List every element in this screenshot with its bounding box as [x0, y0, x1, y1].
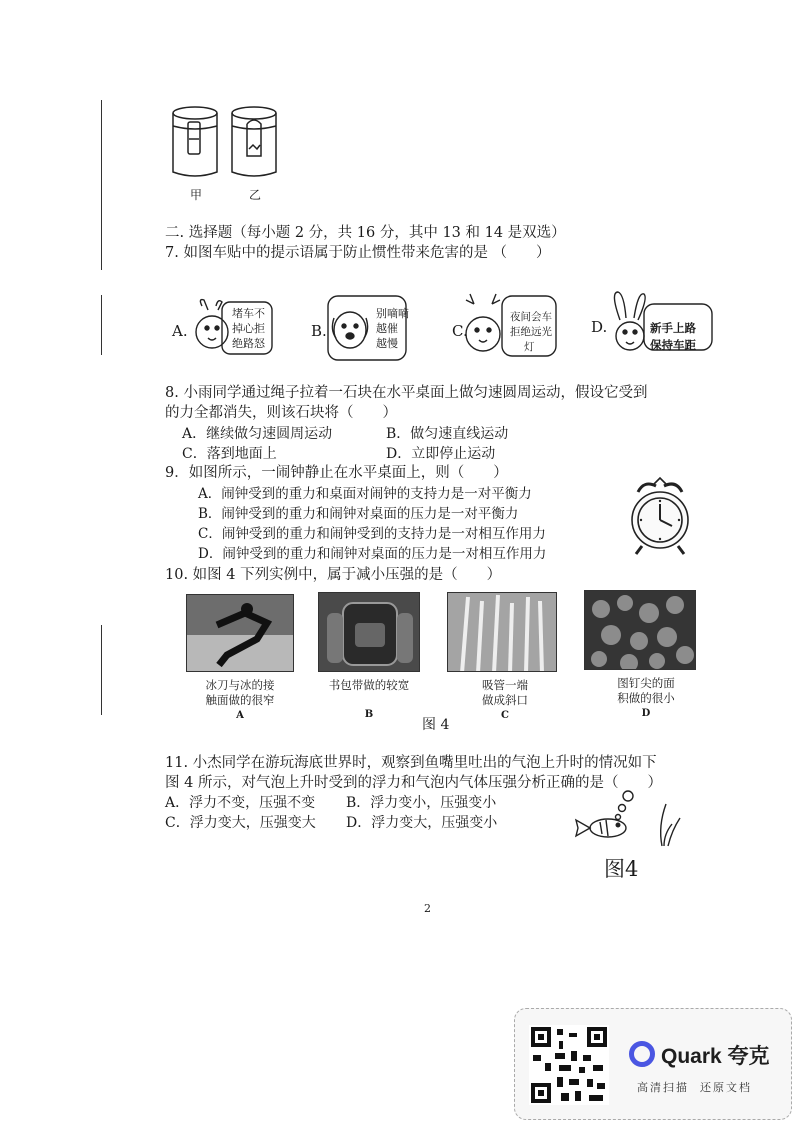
q7-sticker-d-letter: D.: [591, 318, 608, 336]
q10-caption-c: [455, 678, 555, 723]
quark-watermark: [514, 1008, 792, 1120]
q10-caption-a-line1: 冰刀与冰的接: [205, 678, 275, 692]
q7-sticker-c-line3: 灯: [524, 341, 535, 353]
q7-sticker-c-letter: C.: [452, 322, 468, 340]
q7-sticker-c-line2: 拒绝远光: [510, 326, 552, 338]
thumbtacks-icon: [585, 591, 696, 670]
q10-caption-c-line2: 做成斜口: [482, 693, 528, 707]
q8-option-b: B．做匀速直线运动: [386, 426, 509, 442]
q7-sticker-b-letter: B.: [311, 322, 327, 340]
q9-stem: 9．如图所示，一闹钟静止在水平桌面上，则（ ）: [165, 465, 508, 481]
quark-brand: Quark 夸克: [661, 1045, 770, 1068]
q10-caption-c-letter: C: [501, 710, 509, 721]
q7-sticker-a-line1: 堵车不: [232, 307, 265, 320]
photo-thumbtacks: [584, 590, 696, 670]
q10-caption-a: [190, 678, 290, 723]
beaker-figure: [168, 104, 293, 182]
q7-sticker-c-text: [510, 310, 552, 355]
q8-option-d: D．立即停止运动: [386, 446, 496, 462]
q10-figure-label: 图 4: [422, 717, 450, 733]
q10-caption-c-line1: 吸管一端: [482, 678, 528, 692]
q7-sticker-d-text: [650, 320, 696, 354]
beaker-label-left: 甲: [190, 188, 203, 202]
q8-option-c: C．落到地面上: [182, 446, 277, 462]
photo-skater: [186, 594, 294, 672]
q7-stem: 7. 如图车贴中的提示语属于防止惯性带来危害的是 （ ）: [165, 245, 551, 261]
q7-sticker-a-text: [232, 306, 265, 351]
q11-line1: 11. 小杰同学在游玩海底世界时，观察到鱼嘴里吐出的气泡上升时的情况如下: [165, 755, 657, 771]
quark-tagline: 高清扫描 还原文档: [637, 1081, 752, 1094]
q9-option-c: C．闹钟受到的重力和闹钟受到的支持力是一对相互作用力: [198, 526, 546, 542]
q10-caption-d-letter: D: [641, 708, 651, 719]
backpack-icon: [319, 593, 420, 672]
q10-caption-d: [596, 676, 696, 721]
q9-option-a: A．闹钟受到的重力和桌面对闹钟的支持力是一对平衡力: [198, 486, 532, 502]
q7-sticker-a-line2: 掉心拒: [232, 322, 265, 335]
q8-line2: 的力全都消失，则该石块将（ ）: [165, 405, 397, 421]
margin-rule-mid: [101, 295, 102, 355]
q11-line2: 图 4 所示，对气泡上升时受到的浮力和气泡内气体压强分析正确的是（ ）: [165, 775, 662, 791]
q7-sticker-d-line2: 保持车距: [650, 338, 696, 352]
q11-option-c: C．浮力变大，压强变大: [165, 815, 316, 831]
q11-figure-label: 图4: [604, 857, 639, 881]
margin-rule-top: [101, 100, 102, 270]
quark-logo-icon: [629, 1041, 655, 1067]
photo-backpack: [318, 592, 420, 672]
section-title: 二. 选择题（每小题 2 分，共 16 分，其中 13 和 14 是双选）: [165, 225, 566, 241]
q10-caption-b: [314, 678, 424, 722]
q8-option-a: A．继续做匀速圆周运动: [182, 426, 333, 442]
fish-bubbles-icon: [572, 790, 688, 848]
q10-caption-a-line2: 触面做的很窄: [205, 693, 275, 707]
q7-sticker-a-line3: 绝路怒: [232, 337, 265, 350]
q10-stem: 10. 如图 4 下列实例中，属于减小压强的是（ ）: [165, 567, 502, 583]
photo-straws: [447, 592, 557, 672]
margin-rule-low: [101, 625, 102, 715]
q7-sticker-b-line3: 越慢: [376, 337, 398, 350]
q10-caption-d-line2: 积做的很小: [617, 691, 675, 705]
q7-sticker-b-line1: 别嘀嘀: [376, 307, 409, 320]
q11-option-a: A．浮力不变，压强不变: [165, 795, 316, 811]
page-number: 2: [424, 902, 431, 915]
q10-caption-b-letter: B: [364, 709, 374, 720]
q11-option-d: D．浮力变大，压强变小: [346, 815, 498, 831]
alarm-clock-icon: [624, 476, 696, 556]
straws-icon: [448, 593, 557, 672]
q9-option-b: B．闹钟受到的重力和闹钟对桌面的压力是一对平衡力: [198, 506, 519, 522]
q8-line1: 8. 小雨同学通过绳子拉着一石块在水平桌面上做匀速圆周运动，假设它受到: [165, 385, 648, 401]
skater-icon: [187, 595, 294, 672]
q9-option-d: D．闹钟受到的重力和闹钟对桌面的压力是一对相互作用力: [198, 546, 547, 562]
q7-sticker-c-line1: 夜间会车: [510, 311, 552, 323]
q10-caption-b-line1: 书包带做的较宽: [328, 678, 410, 692]
q7-sticker-b-text: [376, 306, 409, 351]
q11-option-b: B．浮力变小，压强变小: [346, 795, 497, 811]
q10-caption-d-line1: 图钉尖的面: [617, 676, 675, 690]
q7-sticker-a-letter: A.: [172, 322, 188, 340]
qr-code-icon: [529, 1025, 609, 1105]
q7-sticker-b-line2: 越催: [376, 322, 398, 335]
q10-caption-a-letter: A: [236, 710, 244, 721]
beaker-label-right: 乙: [249, 188, 262, 202]
q7-sticker-d-line1: 新手上路: [650, 321, 696, 335]
